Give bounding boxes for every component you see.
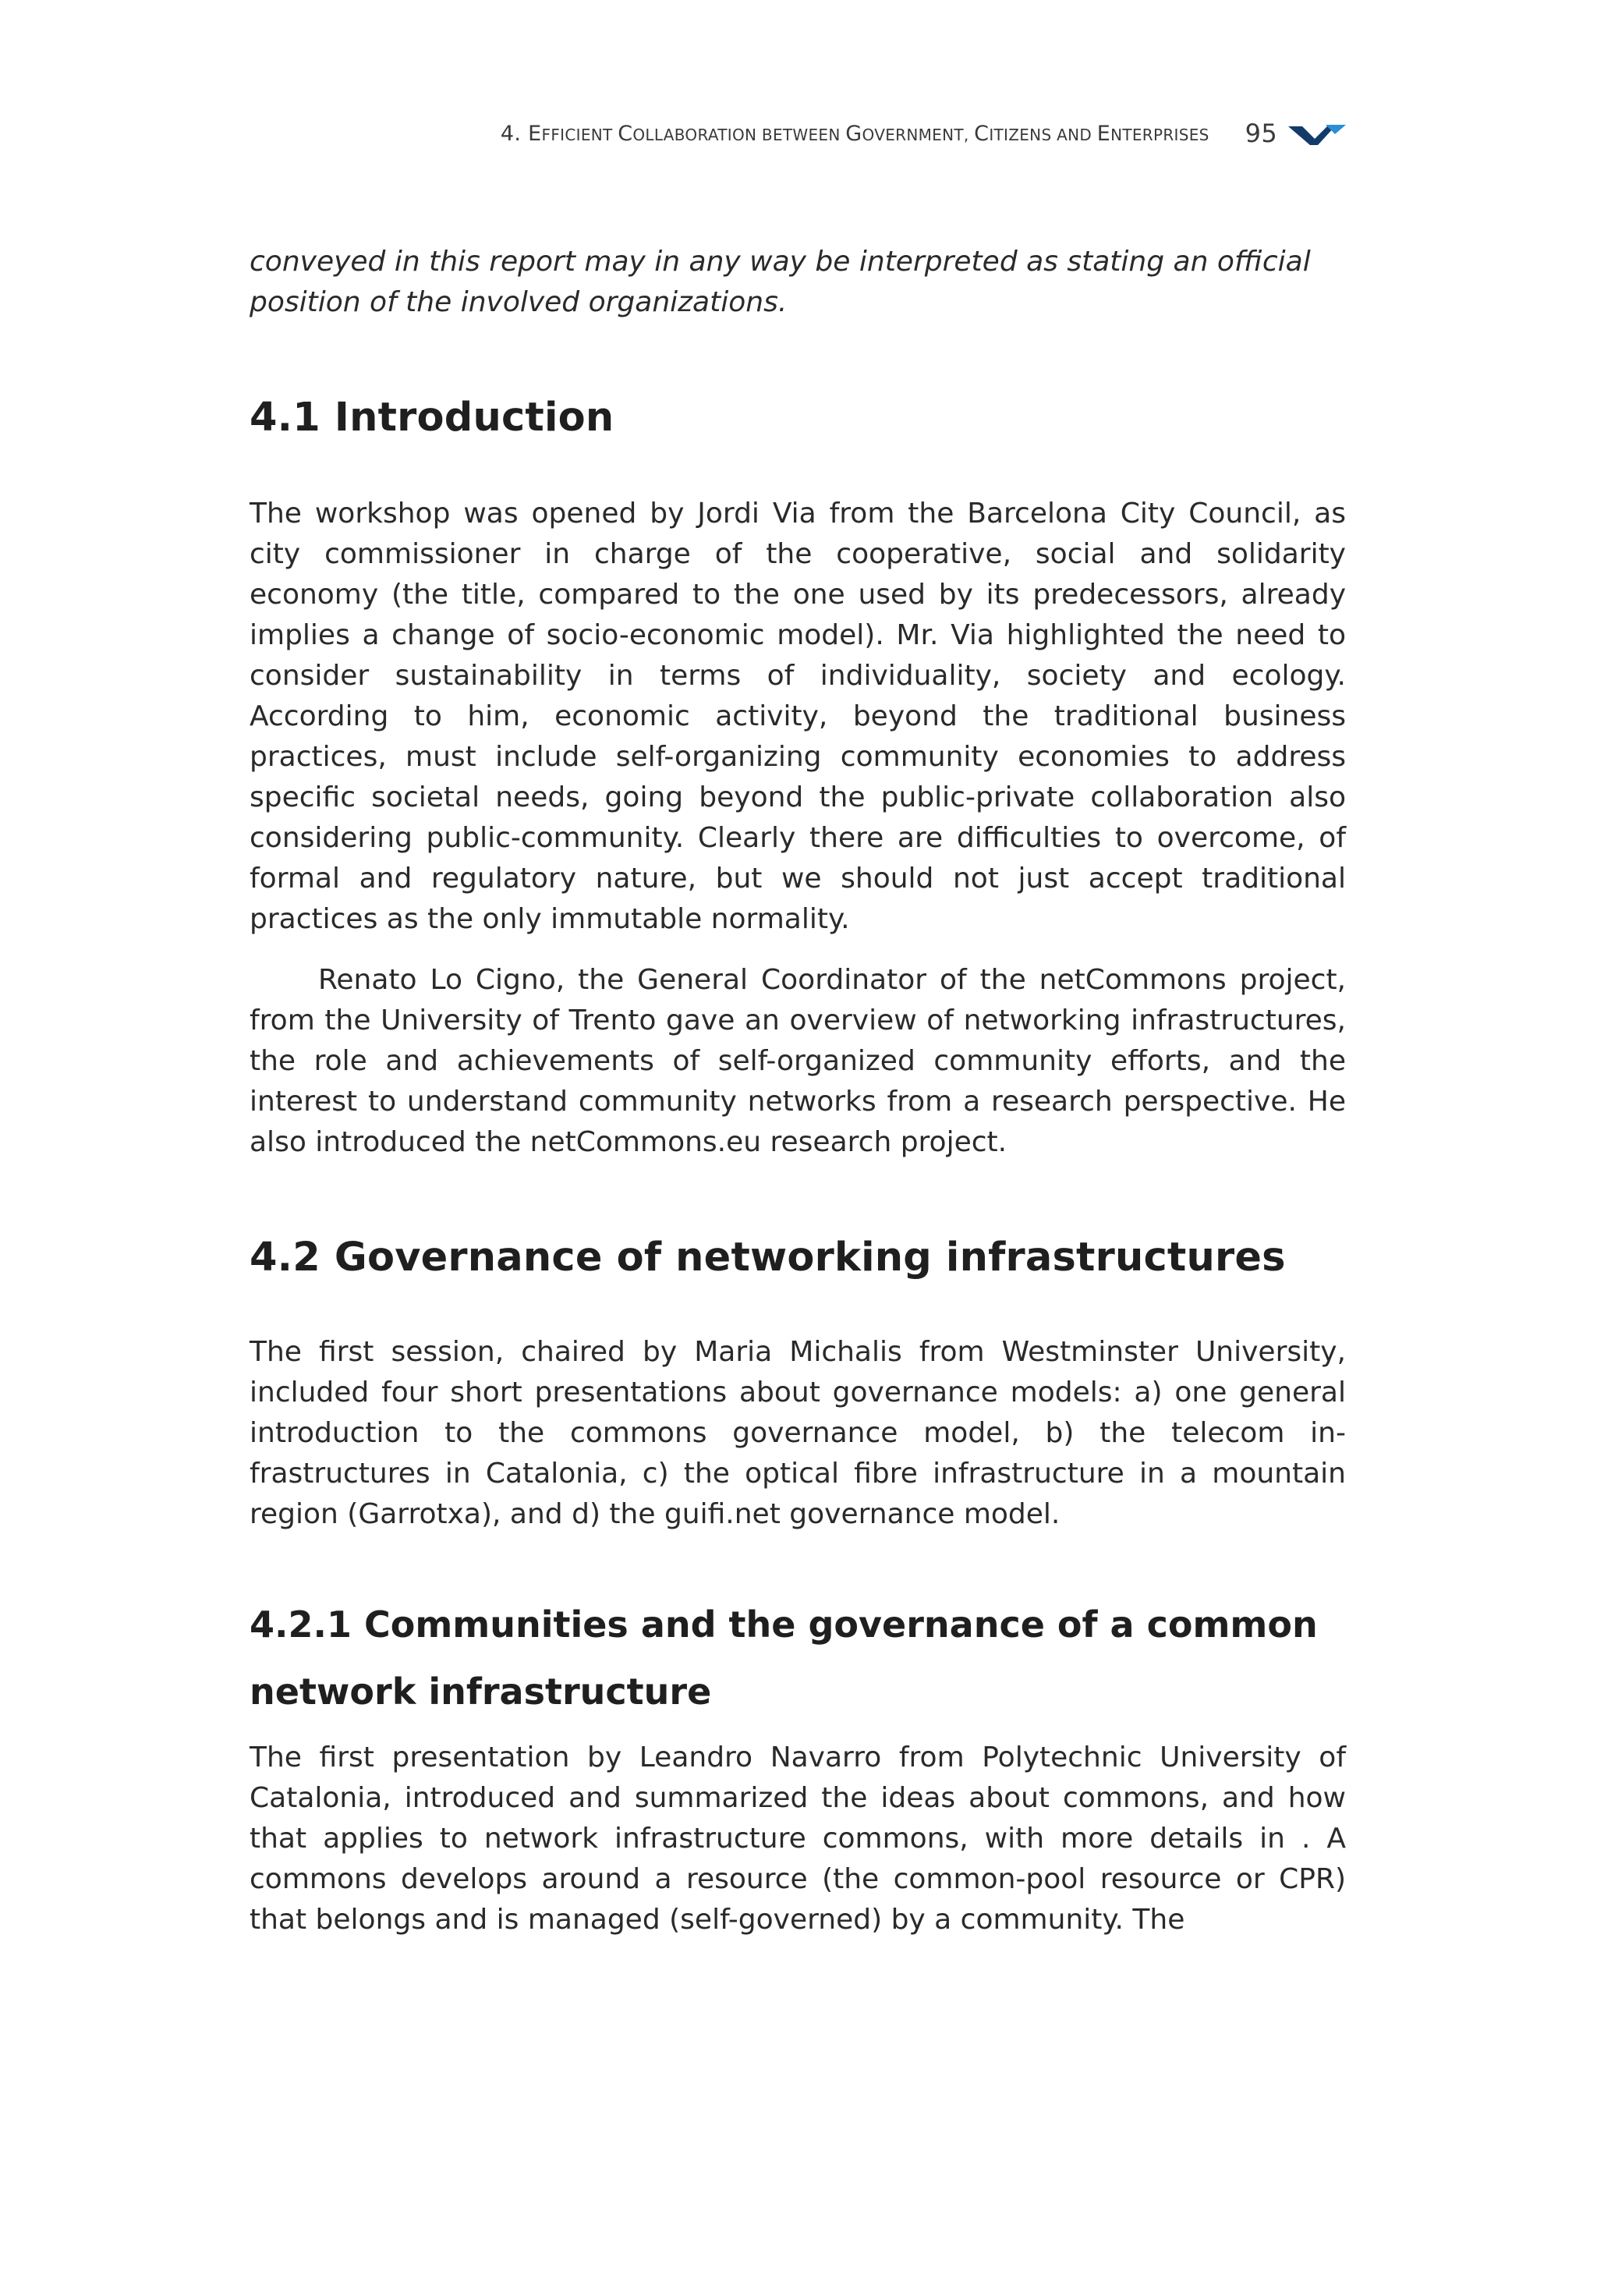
continued-italic-text: conveyed in this report may in any way be interpreted as stating an official position of the involved organizations. — [250, 246, 1311, 318]
chapter-title: 4. EFFICIENT COLLABORATION BETWEEN GOVERNMENT, CITIZENS AND ENTERPRISES — [500, 121, 1209, 146]
chapter-number: 4. — [500, 121, 522, 146]
logo-dark-shape — [1288, 126, 1335, 145]
section-heading-4-2: 4.2 Governance of networking infrastructures — [250, 1235, 1286, 1281]
subsection-heading-4-2-1 — [250, 1591, 1346, 1725]
page-body — [250, 242, 1346, 1940]
heading-line: 4.2.1 Communities and the governance of a common — [250, 1603, 1318, 1646]
publisher-logo-icon — [1288, 120, 1346, 147]
page-number: 95 — [1245, 119, 1277, 148]
heading-line: network infrastructure — [250, 1671, 712, 1713]
running-header — [501, 119, 1346, 148]
section-heading-4-1: 4.1 Introduction — [250, 395, 614, 441]
paragraph: The first presentation by Leandro Navarro from Polytechnic University of Catalonia, introduced and summarized the ideas about commons, and how that applies to network infrastructure commons, with more details in . A commons develops around a resource (the common-pool resource or CPR) that belongs and is managed (self-governed) by a community. The — [250, 1741, 1346, 1936]
paragraph: Renato Lo Cigno, the General Coordinator of the netCommons project, from the University of Trento gave an overview of networking infrastructures, the role and achievements of self-organized community efforts, and the interest to understand community networks from a research perspective. He also introduced the netCommons.eu research project. — [250, 964, 1346, 1158]
paragraph: The first session, chaired by Maria Michalis from Westminster University, included four short presentations about governance models: a) one general introduction to the commons governance model, b) the telecom infrastructures in Catalonia, c) the optical fibre infrastructure in a mountain region (Garrotxa), and d) the guifi.net governance model. — [250, 1336, 1346, 1530]
paragraph: The workshop was opened by Jordi Via from the Barcelona City Council, as city commissioner in charge of the cooperative, social and solidarity economy (the title, compared to the one used by its predecessors, already implies a change of socio-economic model). Mr. Via highlighted the need to consider sustainability in terms of individuality, society and ecology. According to him, economic activity, beyond the traditional business practices, must include self-organizing community economies to address specific societal needs, going beyond the public-private collaboration also considering public-community. Clearly there are difficulties to overcome, of formal and regulatory nature, but we should not just accept traditional practices as the only immutable normality. — [250, 498, 1346, 935]
